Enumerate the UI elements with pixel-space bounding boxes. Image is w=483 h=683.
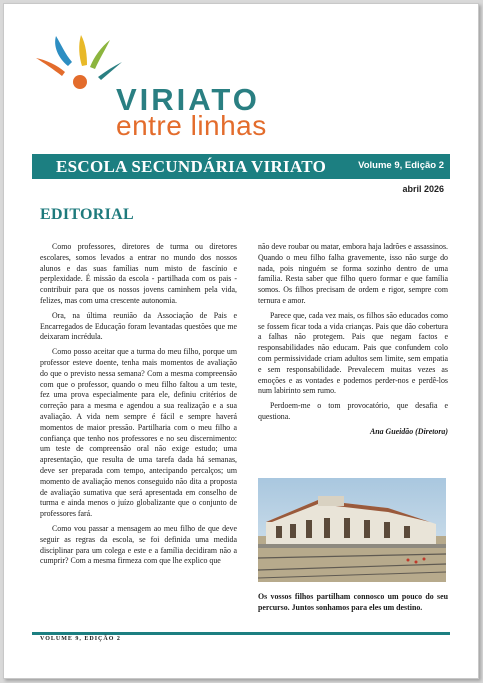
logo-brush-icon (34, 32, 124, 92)
newsletter-page (3, 3, 479, 679)
school-name: ESCOLA SECUNDÁRIA VIRIATO (56, 157, 327, 176)
volume-label: Volume 9, Edição 2 (358, 160, 444, 171)
footer-rule (32, 632, 450, 635)
article-column-left (40, 242, 237, 571)
photo-caption: Os vossos filhos partilham connosco um pouco do seu percurso. Juntos sonhamos para eles um destino. (258, 592, 448, 612)
paragraph: Perdoem-me o tom provocatório, que desafia e questiona. (258, 401, 448, 421)
logo-subtitle: entre linhas (116, 110, 267, 141)
paragraph: Como professores, diretores de turma ou diretores escolares, somos levados a entrar no mundo dos nossos alunos e das suas famílias num misto de fascínio e perplexidade. É missão da escola - partilhada com os pais - contribuir para que os nossos jovens caminhem pela vida, felizes, mas com uma crescente autonomia. (40, 242, 237, 305)
paragraph: não deve roubar ou matar, embora haja ladrões e assassinos. Quando o meu filho falha gravemente, isso não surge do nada, pois ninguém se forma sozinho dentro de uma família. Resta saber que filho quero formar e que família somos. Os filhos precisam de ordem e rigor, sempre com ternura e amor. (258, 242, 448, 305)
author-signature: Ana Gueidão (Diretora) (369, 426, 448, 436)
section-title: EDITORIAL (40, 206, 134, 223)
article-column-right (258, 242, 448, 438)
paragraph: Ora, na última reunião da Associação de Pais e Encarregados de Educação foram levantadas questões que me deixaram incrédula. (40, 310, 237, 342)
logo-title: VIRIATO (116, 82, 260, 117)
paragraph: Como posso aceitar que a turma do meu filho, porque um professor esteve doente, tenha mais momentos de avaliação do que o previsto nessa semana? Com a mesma compreensão com que o professor, quando o meu filho faltou a um teste, fez uma prova especialmente para ele, definiu critérios de correção para a mesma e agendou a sua realização e a sua avaliação. A vida nem sempre é fácil e sempre haverá momentos de maior pressão. Partilharia com o meu filho a confiança que tenho nos professores e no seu discernimento: um teste de compreensão oral não exige estudo; uma apresentação, que resulta de uma tarefa dada há semanas, deve ser preparada com tempo, antecipando percalços; um momento de avaliação menos conseguido não dita a proposta de avaliação sumativa que será apresentada em conselho de turma e ainda menos o juízo globalizante que o conjunto de professores fará. (40, 347, 237, 519)
paragraph: Como vou passar a mensagem ao meu filho de que deve seguir as regras da escola, se foi definida uma medida disciplinar para um colega e este e a família decidiram não a cumprir? Com a mesma firmeza com que lhe explico que (40, 523, 237, 566)
footer-volume: VOLUME 9, EDIÇÃO 2 (40, 636, 121, 642)
station-photo (258, 478, 446, 582)
issue-date: abril 2026 (402, 184, 444, 194)
masthead-banner (32, 154, 450, 179)
paragraph: Parece que, cada vez mais, os filhos são educados como se fossem ficar toda a vida crianças. Pais que dão cobertura a falhas não protegem. Pais que negam factos e responsabilidades não educam. Pais que confundem colo com permissividade criam adultos sem limite, sem empatia e sem responsabilidade. Prevalecem muitas vezes as emoções e as vontades e podemos perder-nos e perdê-los num labirinto sem rumo. (258, 310, 448, 396)
